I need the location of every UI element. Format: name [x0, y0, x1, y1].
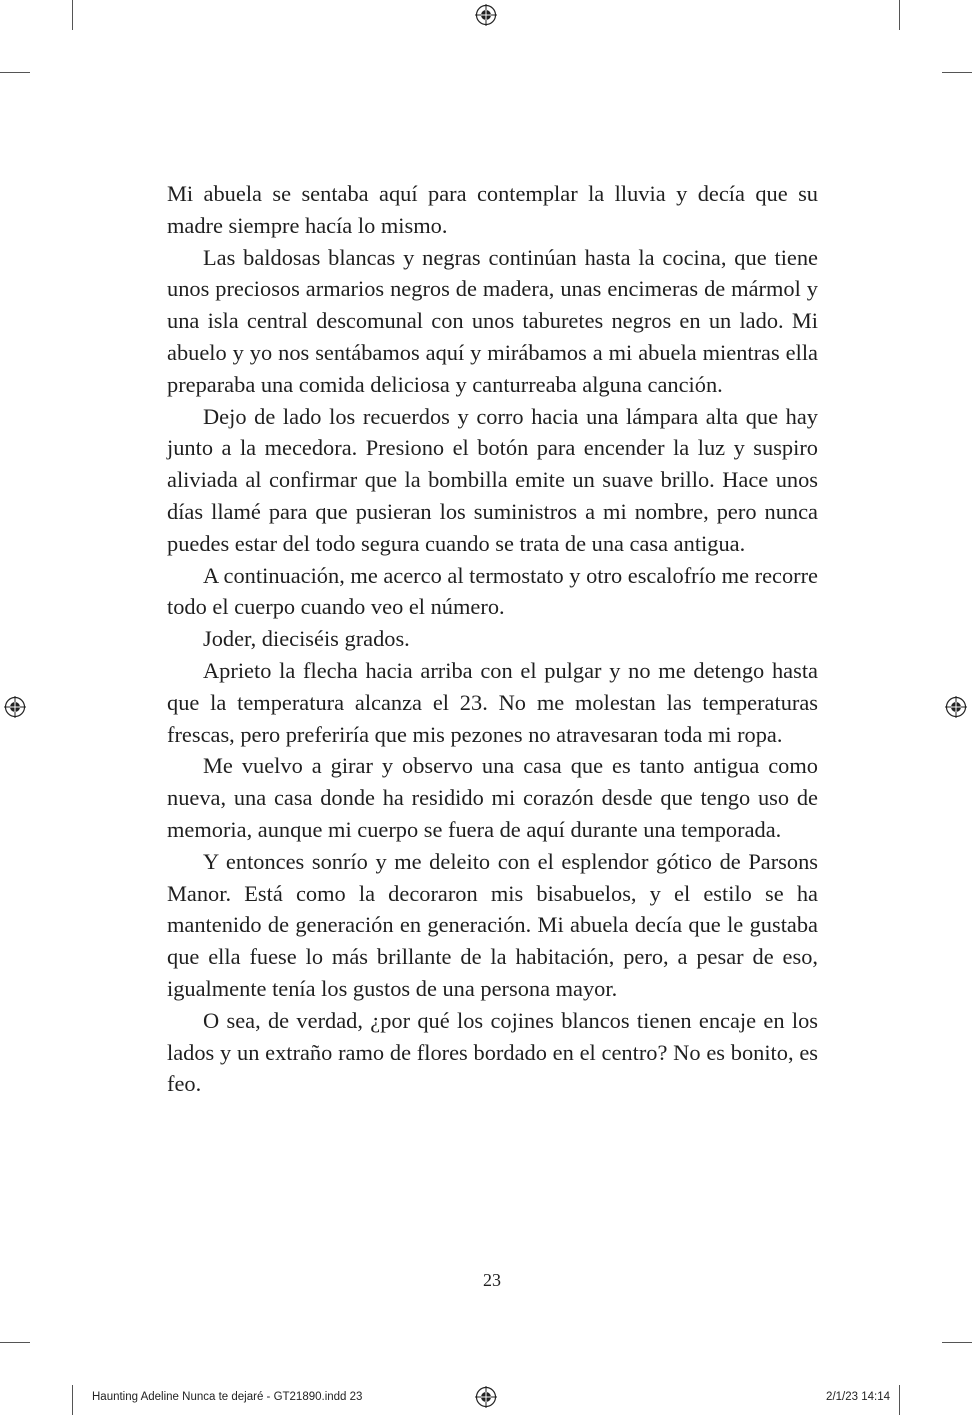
- paragraph: Dejo de lado los recuerdos y corro hacia una lámpara alta que hay junto a la mecedora. Presiono el botón para encender la luz y suspiro aliviada al confirmar que la bombilla emite un suave brillo. Hace unos días llamé para que pusieran los suministros a mi nombre, pero nunca puedes estar del todo segura cuando se trata de una casa antigua.: [167, 403, 818, 556]
- slug-date-time: 2/1/23 14:14: [826, 1391, 890, 1403]
- paragraph: Aprieto la flecha hacia arriba con el pulgar y no me detengo hasta que la temperatura alcanza el 23. No me molestan las temperaturas frescas, pero preferiría que mis pezones no atravesaran toda mi ropa.: [167, 657, 818, 747]
- registration-mark-icon: [475, 4, 497, 26]
- paragraph: Y entonces sonrío y me deleito con el esplendor gótico de Parsons Manor. Está como la decoraron mis bisabuelos, y el estilo se ha mantenido de generación en generación. Mi abuela decía que le gustaba que ella fuese lo más brillante de la habitación, pero, a pesar de eso, igualmente tenía los gustos de una persona mayor.: [167, 848, 818, 1001]
- body-text: [167, 178, 818, 1100]
- registration-mark-icon: [475, 1386, 497, 1408]
- registration-mark-icon: [4, 696, 26, 718]
- crop-mark-left-bottom: [0, 1342, 30, 1343]
- paragraph: Me vuelvo a girar y observo una casa que es tanto antigua como nueva, una casa donde ha residido mi corazón desde que tengo uso de memoria, aunque mi cuerpo se fuera de aquí durante una temporada.: [167, 753, 818, 842]
- crop-mark-right-top: [942, 72, 972, 73]
- paragraph: Joder, dieciséis grados.: [203, 626, 410, 652]
- crop-mark-top-left: [72, 0, 73, 30]
- crop-mark-top-right: [899, 0, 900, 30]
- crop-mark-right-bottom: [942, 1342, 972, 1343]
- paragraph: O sea, de verdad, ¿por qué los cojines blancos tienen encaje en los lados y un extraño ramo de flores bordado en el centro? No es bonito, es feo.: [167, 1007, 818, 1097]
- page-number: 23: [483, 1270, 501, 1290]
- crop-mark-left-top: [0, 72, 30, 73]
- paragraph: A continuación, me acerco al termostato y otro escalofrío me recorre todo el cuerpo cuando veo el número.: [167, 562, 818, 620]
- slug-file-name: Haunting Adeline Nunca te dejaré - GT21890.indd 23: [92, 1391, 363, 1403]
- registration-mark-icon: [945, 696, 967, 718]
- paragraph: Las baldosas blancas y negras continúan hasta la cocina, que tiene unos preciosos armarios negros de madera, unas encimeras de mármol y una isla central descomunal con unos taburetes negros en un lado. Mi abuelo y yo nos sentábamos aquí y mirábamos a mi abuela mientras ella preparaba una comida deliciosa y canturreaba alguna canción.: [167, 244, 818, 397]
- crop-mark-bottom-right: [899, 1385, 900, 1415]
- crop-mark-bottom-left: [72, 1385, 73, 1415]
- paragraph: Mi abuela se sentaba aquí para contemplar la lluvia y decía que su madre siempre hacía lo mismo.: [167, 181, 818, 238]
